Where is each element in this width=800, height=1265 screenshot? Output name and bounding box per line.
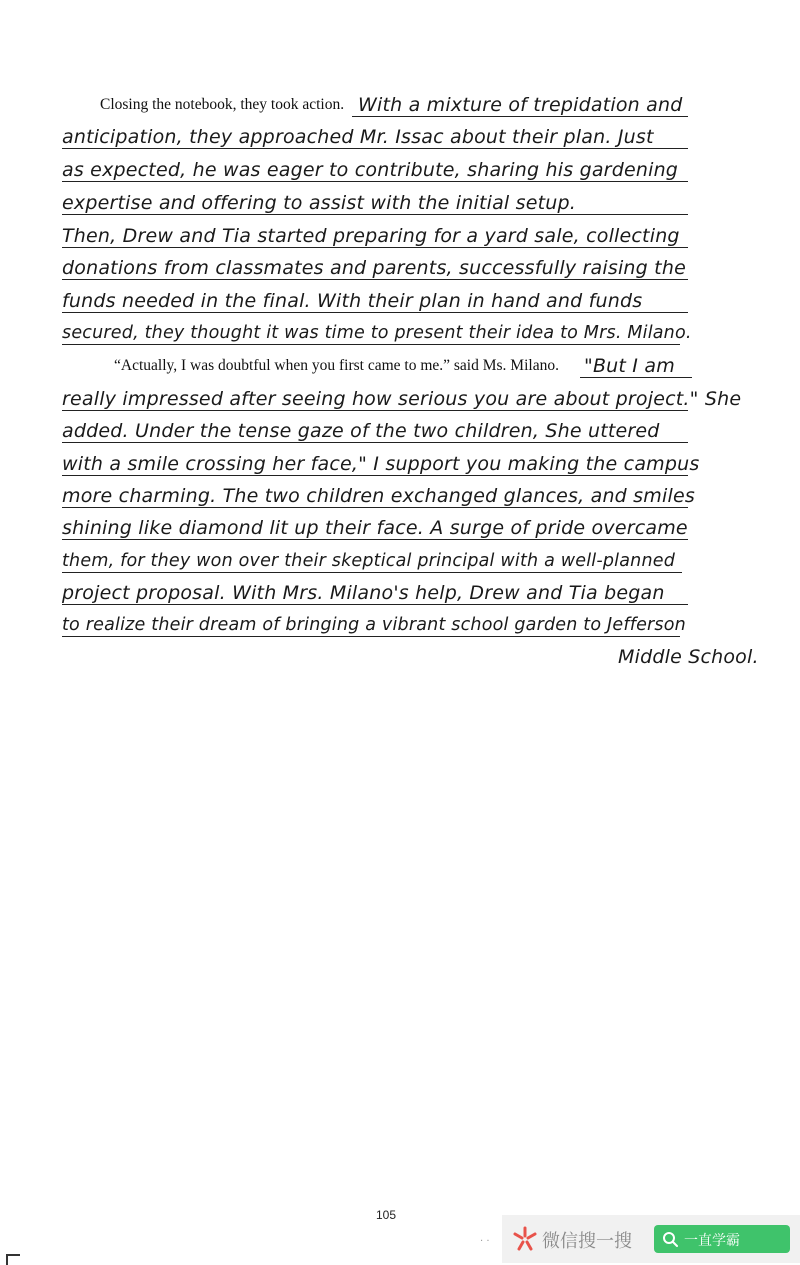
paragraph-1-first-line [100,94,688,116]
wechat-search-icon [510,1224,540,1254]
search-button-label: 一直学霸 [684,1233,740,1249]
answer-line [62,485,695,508]
handwritten-text: Then, Drew and Tia started preparing for a yard sale, collecting [62,225,680,247]
handwritten-text: shining like diamond lit up their face. A surge of pride overcame [62,517,688,539]
answer-line [62,517,688,540]
handwritten-text: With a mixture of trepidation and [358,94,683,116]
answer-line [62,126,688,149]
handwritten-text: expertise and offering to assist with the initial setup. [62,192,577,214]
watermark-text: 微信搜一搜 [542,1231,632,1252]
answer-line [62,614,686,637]
handwritten-text: more charming. The two children exchanged glances, and smiles [62,485,695,507]
answer-line [62,420,688,443]
handwritten-text: to realize their dream of bringing a vibrant school garden to Jefferson [62,615,686,635]
answer-line [62,550,682,573]
handwritten-text: project proposal. With Mrs. Milano's help, Drew and Tia began [62,582,665,604]
page-number: 105 [376,1208,397,1222]
answer-line [62,290,688,313]
handwritten-text: funds needed in the final. With their plan in hand and funds [62,290,643,312]
handwritten-text: as expected, he was eager to contribute, sharing his gardening [62,159,679,181]
handwritten-text: donations from classmates and parents, successfully raising the [62,257,686,279]
search-icon [662,1231,678,1247]
watermark-banner [502,1215,800,1263]
handwritten-text: with a smile crossing her face," I support you making the campus [62,453,700,475]
corner-mark [6,1254,20,1265]
answer-line [62,582,688,605]
answer-line [62,322,692,345]
handwritten-text: them, for they won over their skeptical principal with a well-planned [62,551,676,571]
handwritten-text: added. Under the tense gaze of the two children, She uttered [62,420,660,442]
printed-prompt: Closing the notebook, they took action. [100,96,345,113]
handwritten-text: Middle School. [618,646,759,668]
answer-line [62,257,688,280]
answer-line [62,453,700,476]
answer-line [62,159,688,182]
answer-line [62,225,688,248]
printed-prompt: “Actually, I was doubtful when you first came to me.” said Ms. Milano. [114,357,559,374]
handwritten-text: really impressed after seeing how serious you are about project." She [62,388,742,410]
handwritten-text: anticipation, they approached Mr. Issac about their plan. Just [62,126,654,148]
paragraph-2-first-line [114,355,692,377]
handwritten-text: "But I am [584,355,675,377]
dots-decoration: · · [480,1236,490,1247]
search-button[interactable] [654,1225,790,1253]
answer-line [62,388,742,411]
handwritten-text: secured, they thought it was time to present their idea to Mrs. Milano. [62,323,692,343]
answer-line-end [618,646,778,668]
answer-line [62,192,688,215]
